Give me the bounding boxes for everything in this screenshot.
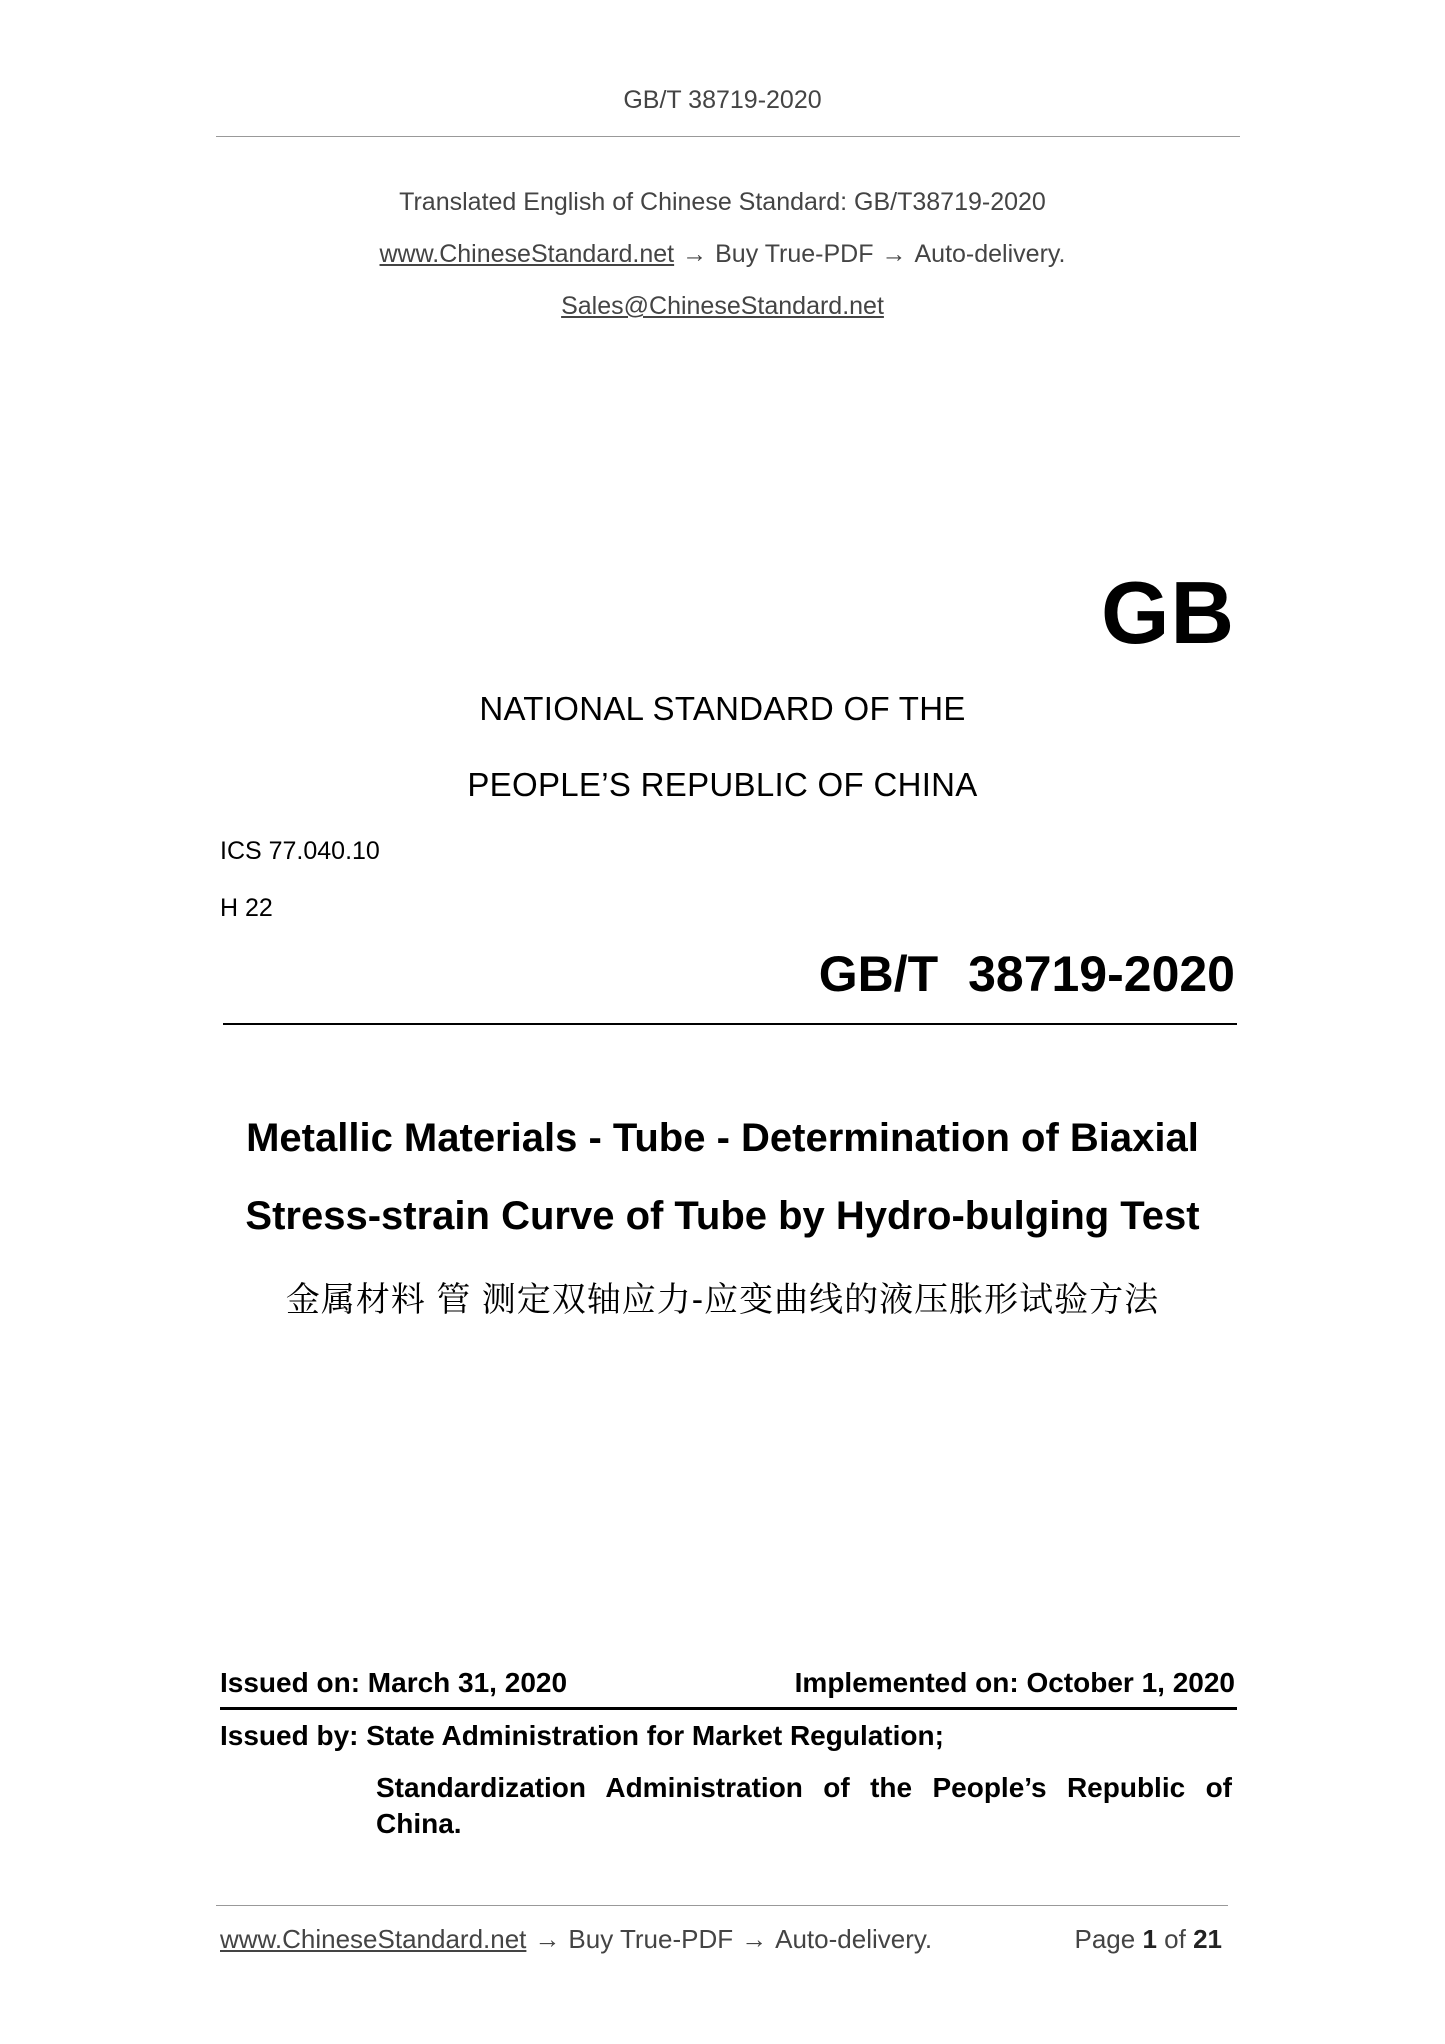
national-standard-line-1: NATIONAL STANDARD OF THE [479,690,966,727]
promo-buy-line [0,240,1445,269]
document-title-line-2: Stress-strain Curve of Tube by Hydro-bulging Test [245,1194,1200,1238]
delivery-text: Auto-delivery. [914,240,1066,268]
page-label: Page [1074,1924,1136,1954]
document-title-line-1: Metallic Materials - Tube - Determination of Biaxial [246,1116,1199,1160]
promo-translation-line: Translated English of Chinese Standard: GB/T38719-2020 [399,188,1046,216]
arrow-right-icon: → [534,1924,561,1954]
site-link[interactable]: www.ChineseStandard.net [379,240,675,268]
issued-by-line-2: Standardization Administration of the People’s Republic of [376,1772,1232,1803]
footer-site-link[interactable]: www.ChineseStandard.net [220,1924,527,1954]
page-total: 21 [1193,1924,1222,1954]
footer-divider [216,1905,1228,1906]
arrow-right-icon: → [682,240,708,268]
issued-by-line-3: China. [376,1808,462,1839]
issued-by-line: Issued by: State Administration for Market Regulation; [220,1720,944,1751]
buy-text: Buy True-PDF [715,240,874,268]
ics-code: ICS 77.040.10 [220,837,380,865]
document-title-chinese: 金属材料 管 测定双轴应力-应变曲线的液压胀形试验方法 [285,1281,1160,1319]
sales-email-link[interactable]: Sales@ChineseStandard.net [561,292,884,320]
implemented-on-date: Implemented on: October 1, 2020 [794,1667,1235,1698]
title-divider [223,1023,1237,1025]
footer-delivery-text: Auto-delivery. [775,1924,933,1954]
page-header-title: GB/T 38719-2020 [623,86,822,114]
footer-promo [220,1924,932,1955]
promo-email-line [0,292,1445,321]
page-number [1074,1924,1222,1955]
arrow-right-icon: → [881,240,907,268]
footer-buy-text: Buy True-PDF [568,1924,734,1954]
standard-number: GB/T 38719-2020 [818,946,1235,1002]
classification-code: H 22 [220,894,273,922]
page-of: of [1164,1924,1186,1954]
gb-logo: GB [1101,563,1235,662]
arrow-right-icon: → [741,1924,768,1954]
header-divider [216,136,1240,137]
dates-divider [220,1707,1237,1710]
national-standard-line-2: PEOPLE’S REPUBLIC OF CHINA [467,766,978,803]
issued-on-date: Issued on: March 31, 2020 [220,1667,568,1698]
page-current: 1 [1142,1924,1157,1954]
